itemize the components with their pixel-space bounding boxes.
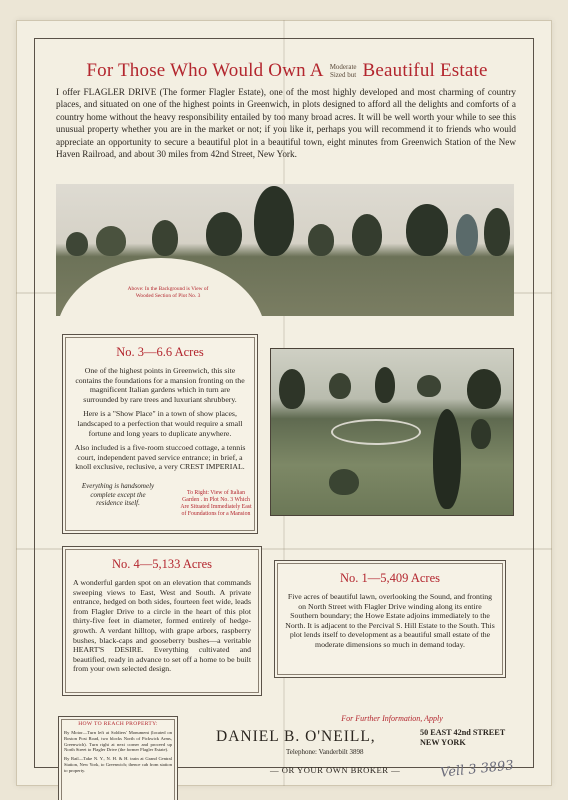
panorama-caption: Above: In the Background is View of Wooded Section of Plot No. 3 [127, 286, 209, 299]
plot-3-paragraph-2: Here is a "Show Place" in a town of show places, landscaped to a perfection that would require a small fortune and long years to duplicate anywhere. [77, 409, 243, 438]
plot-3-paragraph-3: Also included is a five-room stuccoed cottage, a tennis court, independent paved service entrance; in brief, a knoll exclusive, reclusive, a very CREST IMPERIAL. [74, 443, 246, 472]
plot-1-title: No. 1—5,409 Acres [340, 571, 440, 585]
headline-middle-line1: Moderate [329, 63, 357, 71]
plot-3-note: Everything is handsomely complete except the residence itself. [81, 482, 155, 508]
headline-middle-line2: Sized but [329, 71, 357, 79]
contact-apply-line: For Further Information, Apply [341, 714, 443, 723]
plot-3-paragraph-1: One of the highest points in Greenwich, this site contains the foundations for a mansion fronting on the magnificent Italian gardens which in turn are surrounded by rare trees and luxuriant shrubbery. [75, 366, 245, 404]
how-to-reach-motor: By Motor—Turn left at Soldiers' Monument (located on Boston Post Road, two blocks North of Pickwick Arms, Greenwich). Turn right at next corner and proceed up North Street to Flagler Drive (the former Flagler Estate). [64, 730, 172, 753]
contact-address-line2: NEW YORK [420, 738, 466, 747]
headline-left: For Those Who Would Own A [86, 60, 324, 81]
plot-1-box [274, 560, 506, 678]
italian-garden-photo [270, 348, 514, 516]
contact-address-line1: 50 EAST 42nd STREET [420, 728, 506, 737]
plot-4-text: A wonderful garden spot on an elevation that commands sweeping views to East, West and South. A private entrance, hedged on both sides, fourteen feet wide, leads from Flagler Drive to a circle in the heart of this plot thirty-five feet in diameter, formed entirely of hedge-growth. A verdant hilltop, with grape arbors, raspberry bushes, black-caps and gooseberry bushes—a veritable HEART'S DESIRE. Everything cultivated and beautified, ready in advance to set off a home to be built from your own selected design. [73, 578, 251, 674]
pencil-annotation: Vell 3 3893 [439, 758, 515, 781]
plot-3-title: No. 3—6.6 Acres [116, 345, 204, 359]
garden-caption: To Right: View of Italian Garden . in Plot No. 3 Which Are Situated Immediately East of Foundations for a Mansion [180, 490, 252, 517]
plot-4-box [62, 546, 262, 696]
intro-paragraph: I offer FLAGLER DRIVE (The former Flagler Estate), one of the most highly developed and most charming of country places, and situated on one of the highest points in Greenwich, in plots designed to afford all the delights and comforts of a country home without the heavy responsibility entailed by too many broad acres. It will be well worth your while to see this unusual property whether you are in the market or not; if you like it, perhaps you will recommend it to friends who would appreciate an opportunity to secure a beautiful plot in a beautiful town, eight minutes from Greenwich Station of the New Haven Railroad, and about 30 miles from 42nd Street, New York. [56, 87, 516, 160]
how-to-reach-rail: By Rail—Take N. Y., N. H. & H. train at Grand Central Station, New York, to Greenwich; thence cab from station to property. [64, 756, 172, 773]
contact-phone: Telephone: Vanderbilt 3898 [286, 748, 364, 756]
headline-right: Beautiful Estate [362, 60, 488, 81]
contact-broker-line: — OR YOUR OWN BROKER — [270, 765, 401, 775]
plot-4-title: No. 4—5,133 Acres [112, 557, 212, 571]
contact-name: DANIEL B. O'NEILL, [216, 728, 376, 745]
plot-1-text: Five acres of beautiful lawn, overlooking the Sound, and fronting on North Street with Flagler Drive winding along its entire Southern boundary; the Howe Estate adjoins immediately to the North. It is adjacent to the Percival S. Hill Estate to the South. This plot lends itself to development as a beautiful small estate of the moderate dimensions so much in demand today. [285, 592, 495, 649]
how-to-reach-title: HOW TO REACH PROPERTY: [78, 721, 158, 727]
headline [52, 58, 522, 84]
headline-middle [330, 63, 357, 79]
how-to-reach-box [58, 716, 178, 800]
contact-address [420, 728, 520, 748]
